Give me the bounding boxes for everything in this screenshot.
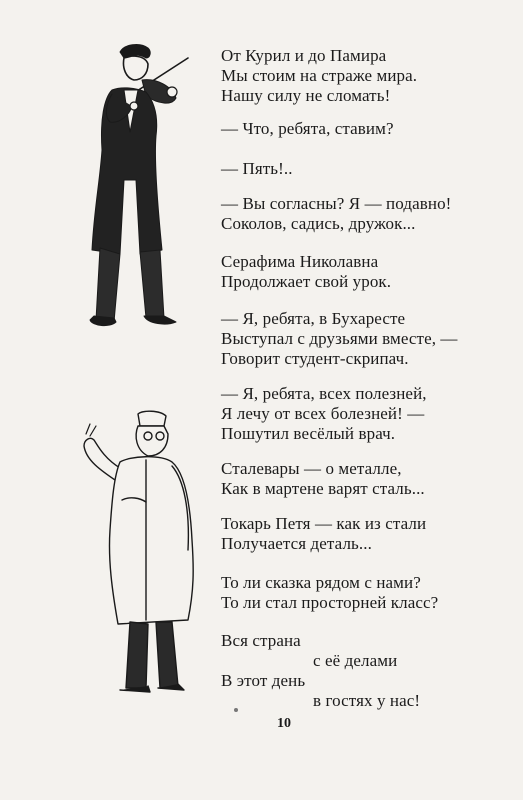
print-mark [234,708,238,712]
poem-line: Токарь Петя — как из стали [221,514,427,533]
stanza [221,384,513,444]
poem-line: — Я, ребята, в Бухаресте [221,309,406,328]
poem-line: То ли сказка рядом с нами? [221,573,421,592]
poem-line: — Пять!.. [221,159,293,178]
poem-line: Мы стоим на страже мира. [221,66,418,85]
stanza [221,631,513,711]
poem-line: в гостях у нас! [313,691,421,710]
poem-line: В этот день [221,671,306,690]
poem-line: Соколов, садись, дружок... [221,214,416,233]
stanza [221,573,513,613]
poem-line: Как в мартене варят сталь... [221,479,425,498]
poem-line: Сталевары — о металле, [221,459,402,478]
poem-line: Продолжает свой урок. [221,272,392,291]
poem-line: То ли стал просторней класс? [221,593,439,612]
poem-line: — Я, ребята, всех полезней, [221,384,427,403]
poem-line: с её делами [313,651,398,670]
stanza [221,159,513,179]
stanza [221,514,513,554]
poem-line: Вся страна [221,631,301,650]
stanza [221,309,513,369]
poem-line: Говорит студент-скрипач. [221,349,409,368]
poem-line: Серафима Николавна [221,252,379,271]
stanza [221,459,513,499]
poem-line: Нашу силу не сломать! [221,86,391,105]
poem-line: Выступал с друзьями вместе, — [221,329,458,348]
poem-line: От Курил и до Памира [221,46,387,65]
poem-line: — Вы согласны? Я — подавно! [221,194,452,213]
poem-line: Я лечу от всех болезней! — [221,404,425,423]
stanza [221,194,513,234]
poem-line: Получается деталь... [221,534,372,553]
stanza [221,119,513,139]
page-number: 10 [277,716,291,731]
poem-line: — Что, ребята, ставим? [221,119,394,138]
doctor-illustration [60,410,220,710]
violinist-illustration [60,40,190,340]
stanza [221,46,513,106]
poem-line: Пошутил весёлый врач. [221,424,396,443]
stanza [221,252,513,292]
